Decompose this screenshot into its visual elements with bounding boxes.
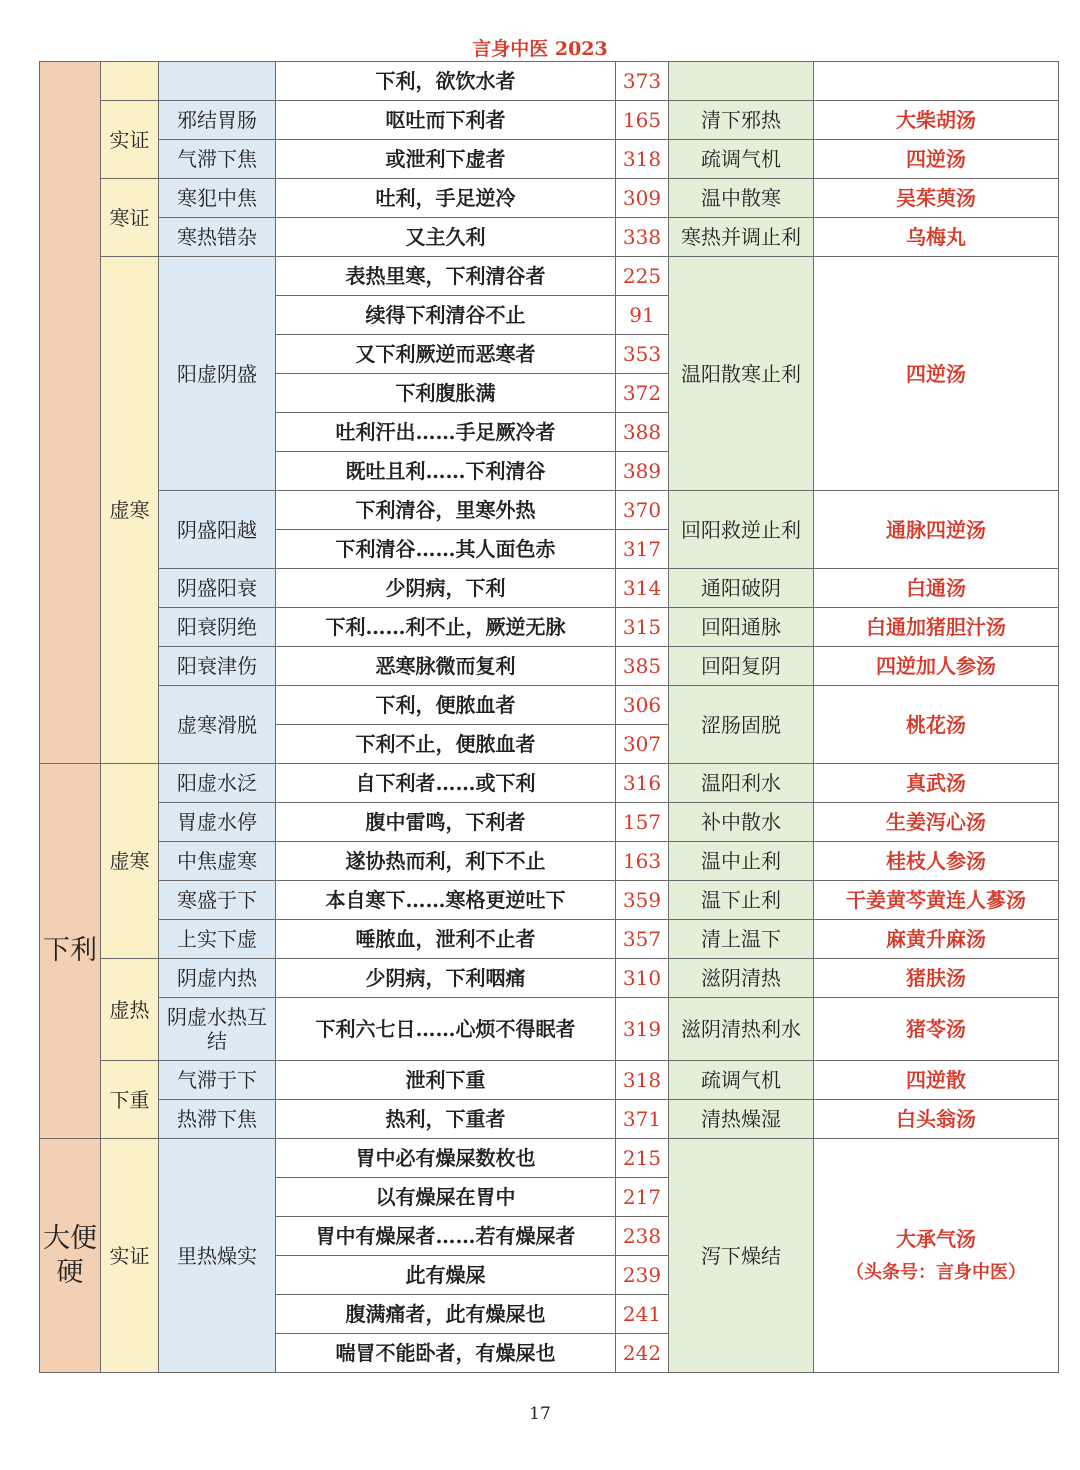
clause-cell: 呕吐而下利者 xyxy=(276,101,616,140)
table-row xyxy=(40,764,1059,803)
page-header-title: 言身中医 2023 xyxy=(472,38,608,60)
article-number: 319 xyxy=(616,998,669,1061)
method-cell: 清上温下 xyxy=(669,920,814,959)
clause-cell: 本自寒下……寒格更逆吐下 xyxy=(276,881,616,920)
clause-cell: 此有燥屎 xyxy=(276,1256,616,1295)
table-row xyxy=(40,101,1059,140)
table-row xyxy=(40,686,1059,725)
type-cell: 虚寒 xyxy=(101,257,159,764)
clause-cell: 表热里寒，下利清谷者 xyxy=(276,257,616,296)
formula-cell: 四逆汤 xyxy=(814,140,1059,179)
formula-note: （头条号：言身中医） xyxy=(846,1261,1026,1283)
clause-cell: 胃中有燥屎者……若有燥屎者 xyxy=(276,1217,616,1256)
table-row xyxy=(40,959,1059,998)
clause-cell: 或泄利下虚者 xyxy=(276,140,616,179)
table-row xyxy=(40,218,1059,257)
formula-cell: 麻黄升麻汤 xyxy=(814,920,1059,959)
article-number: 372 xyxy=(616,374,669,413)
subtype-cell: 寒犯中焦 xyxy=(159,179,276,218)
article-number: 389 xyxy=(616,452,669,491)
formula-cell: 生姜泻心汤 xyxy=(814,803,1059,842)
table-row xyxy=(40,842,1059,881)
category-cell-xiali: 下利 xyxy=(40,764,101,1139)
method-cell: 泻下燥结 xyxy=(669,1139,814,1373)
method-cell xyxy=(669,62,814,101)
formula-name: 大承气汤 xyxy=(896,1226,976,1251)
clause-cell: 遂协热而利，利下不止 xyxy=(276,842,616,881)
formula-cell: 四逆加人参汤 xyxy=(814,647,1059,686)
article-number: 238 xyxy=(616,1217,669,1256)
type-cell: 寒证 xyxy=(101,179,159,257)
formula-cell: 桃花汤 xyxy=(814,686,1059,764)
clause-cell: 泄利下重 xyxy=(276,1061,616,1100)
clause-cell: 下利……利不止，厥逆无脉 xyxy=(276,608,616,647)
formula-cell: 干姜黄芩黄连人蔘汤 xyxy=(814,881,1059,920)
subtype-cell: 阳虚阴盛 xyxy=(159,257,276,491)
category-cell-continued xyxy=(40,62,101,764)
article-number: 314 xyxy=(616,569,669,608)
table-row xyxy=(40,569,1059,608)
subtype-cell: 阳衰津伤 xyxy=(159,647,276,686)
clause-cell: 腹中雷鸣，下利者 xyxy=(276,803,616,842)
subtype-cell: 气滞于下 xyxy=(159,1061,276,1100)
clause-cell: 热利，下重者 xyxy=(276,1100,616,1139)
formula-cell: 白通汤 xyxy=(814,569,1059,608)
formula-cell xyxy=(814,62,1059,101)
type-cell: 虚寒 xyxy=(101,764,159,959)
clause-cell: 又下利厥逆而恶寒者 xyxy=(276,335,616,374)
article-number: 217 xyxy=(616,1178,669,1217)
clause-cell: 既吐且利……下利清谷 xyxy=(276,452,616,491)
method-cell: 疏调气机 xyxy=(669,140,814,179)
method-cell: 回阳通脉 xyxy=(669,608,814,647)
subtype-cell: 热滞下焦 xyxy=(159,1100,276,1139)
subtype-cell: 胃虚水停 xyxy=(159,803,276,842)
method-cell: 温下止利 xyxy=(669,881,814,920)
table-row xyxy=(40,881,1059,920)
table-row xyxy=(40,920,1059,959)
article-number: 163 xyxy=(616,842,669,881)
article-number: 338 xyxy=(616,218,669,257)
table-row xyxy=(40,179,1059,218)
formula-cell: 四逆汤 xyxy=(814,257,1059,491)
article-number: 239 xyxy=(616,1256,669,1295)
subtype-cell: 阴虚水热互结 xyxy=(159,998,276,1061)
subtype-cell: 寒热错杂 xyxy=(159,218,276,257)
clause-cell: 下利清谷……其人面色赤 xyxy=(276,530,616,569)
article-number: 241 xyxy=(616,1295,669,1334)
method-cell: 温阳利水 xyxy=(669,764,814,803)
article-number: 91 xyxy=(616,296,669,335)
category-cell-dabianying: 大便硬 xyxy=(40,1139,101,1373)
subtype-cell: 中焦虚寒 xyxy=(159,842,276,881)
article-number: 388 xyxy=(616,413,669,452)
formula-cell xyxy=(814,1139,1059,1373)
table-row xyxy=(40,803,1059,842)
clause-cell: 续得下利清谷不止 xyxy=(276,296,616,335)
formula-cell: 白通加猪胆汁汤 xyxy=(814,608,1059,647)
subtype-cell: 里热燥实 xyxy=(159,1139,276,1373)
table-row xyxy=(40,491,1059,530)
table-row xyxy=(40,140,1059,179)
method-cell: 通阳破阴 xyxy=(669,569,814,608)
table-row xyxy=(40,647,1059,686)
table-row xyxy=(40,1061,1059,1100)
article-number: 353 xyxy=(616,335,669,374)
method-cell: 回阳复阴 xyxy=(669,647,814,686)
table-row xyxy=(40,1100,1059,1139)
clause-cell: 吐利，手足逆冷 xyxy=(276,179,616,218)
article-number: 385 xyxy=(616,647,669,686)
clause-cell: 下利，欲饮水者 xyxy=(276,62,616,101)
method-cell: 回阳救逆止利 xyxy=(669,491,814,569)
clause-cell: 下利六七日……心烦不得眠者 xyxy=(276,998,616,1061)
subtype-cell: 阳衰阴绝 xyxy=(159,608,276,647)
formula-cell: 白头翁汤 xyxy=(814,1100,1059,1139)
method-cell: 清下邪热 xyxy=(669,101,814,140)
article-number: 373 xyxy=(616,62,669,101)
subtype-cell: 阴盛阳衰 xyxy=(159,569,276,608)
clause-cell: 以有燥屎在胃中 xyxy=(276,1178,616,1217)
article-number: 157 xyxy=(616,803,669,842)
formula-cell: 乌梅丸 xyxy=(814,218,1059,257)
article-number: 316 xyxy=(616,764,669,803)
article-number: 307 xyxy=(616,725,669,764)
subtype-cell xyxy=(159,62,276,101)
article-number: 310 xyxy=(616,959,669,998)
article-number: 225 xyxy=(616,257,669,296)
clause-cell: 少阴病，下利 xyxy=(276,569,616,608)
syndrome-table xyxy=(39,61,1059,1373)
method-cell: 温阳散寒止利 xyxy=(669,257,814,491)
method-cell: 滋阴清热利水 xyxy=(669,998,814,1061)
method-cell: 寒热并调止利 xyxy=(669,218,814,257)
formula-cell: 通脉四逆汤 xyxy=(814,491,1059,569)
method-cell: 滋阴清热 xyxy=(669,959,814,998)
article-number: 315 xyxy=(616,608,669,647)
clause-cell: 少阴病，下利咽痛 xyxy=(276,959,616,998)
article-number: 306 xyxy=(616,686,669,725)
subtype-cell: 虚寒滑脱 xyxy=(159,686,276,764)
clause-cell: 自下利者……或下利 xyxy=(276,764,616,803)
article-number: 215 xyxy=(616,1139,669,1178)
type-cell xyxy=(101,62,159,101)
article-number: 309 xyxy=(616,179,669,218)
type-cell: 实证 xyxy=(101,101,159,179)
formula-cell: 猪肤汤 xyxy=(814,959,1059,998)
subtype-cell: 阴虚内热 xyxy=(159,959,276,998)
formula-cell: 吴茱萸汤 xyxy=(814,179,1059,218)
type-cell: 下重 xyxy=(101,1061,159,1139)
page-number: 17 xyxy=(529,1404,551,1424)
clause-cell: 喘冒不能卧者，有燥屎也 xyxy=(276,1334,616,1373)
type-cell: 实证 xyxy=(101,1139,159,1373)
article-number: 318 xyxy=(616,140,669,179)
clause-cell: 又主久利 xyxy=(276,218,616,257)
subtype-cell: 邪结胃肠 xyxy=(159,101,276,140)
subtype-cell: 上实下虚 xyxy=(159,920,276,959)
article-number: 318 xyxy=(616,1061,669,1100)
formula-cell: 猪苓汤 xyxy=(814,998,1059,1061)
article-number: 370 xyxy=(616,491,669,530)
subtype-cell: 寒盛于下 xyxy=(159,881,276,920)
article-number: 371 xyxy=(616,1100,669,1139)
clause-cell: 吐利汗出……手足厥冷者 xyxy=(276,413,616,452)
subtype-cell: 阴盛阳越 xyxy=(159,491,276,569)
clause-cell: 下利腹胀满 xyxy=(276,374,616,413)
method-cell: 涩肠固脱 xyxy=(669,686,814,764)
method-cell: 疏调气机 xyxy=(669,1061,814,1100)
table-row xyxy=(40,998,1059,1061)
article-number: 357 xyxy=(616,920,669,959)
method-cell: 清热燥湿 xyxy=(669,1100,814,1139)
clause-cell: 下利不止，便脓血者 xyxy=(276,725,616,764)
table-row xyxy=(40,257,1059,296)
table-row xyxy=(40,62,1059,101)
formula-cell: 桂枝人参汤 xyxy=(814,842,1059,881)
method-cell: 温中散寒 xyxy=(669,179,814,218)
type-cell: 虚热 xyxy=(101,959,159,1061)
table-row xyxy=(40,608,1059,647)
method-cell: 温中止利 xyxy=(669,842,814,881)
formula-cell: 四逆散 xyxy=(814,1061,1059,1100)
article-number: 317 xyxy=(616,530,669,569)
clause-cell: 下利，便脓血者 xyxy=(276,686,616,725)
article-number: 359 xyxy=(616,881,669,920)
subtype-cell: 阳虚水泛 xyxy=(159,764,276,803)
clause-cell: 胃中必有燥屎数枚也 xyxy=(276,1139,616,1178)
table-row xyxy=(40,1139,1059,1178)
article-number: 165 xyxy=(616,101,669,140)
formula-cell: 真武汤 xyxy=(814,764,1059,803)
clause-cell: 唾脓血，泄利不止者 xyxy=(276,920,616,959)
clause-cell: 恶寒脉微而复利 xyxy=(276,647,616,686)
article-number: 242 xyxy=(616,1334,669,1373)
method-cell: 补中散水 xyxy=(669,803,814,842)
clause-cell: 腹满痛者，此有燥屎也 xyxy=(276,1295,616,1334)
clause-cell: 下利清谷，里寒外热 xyxy=(276,491,616,530)
formula-cell: 大柴胡汤 xyxy=(814,101,1059,140)
subtype-cell: 气滞下焦 xyxy=(159,140,276,179)
